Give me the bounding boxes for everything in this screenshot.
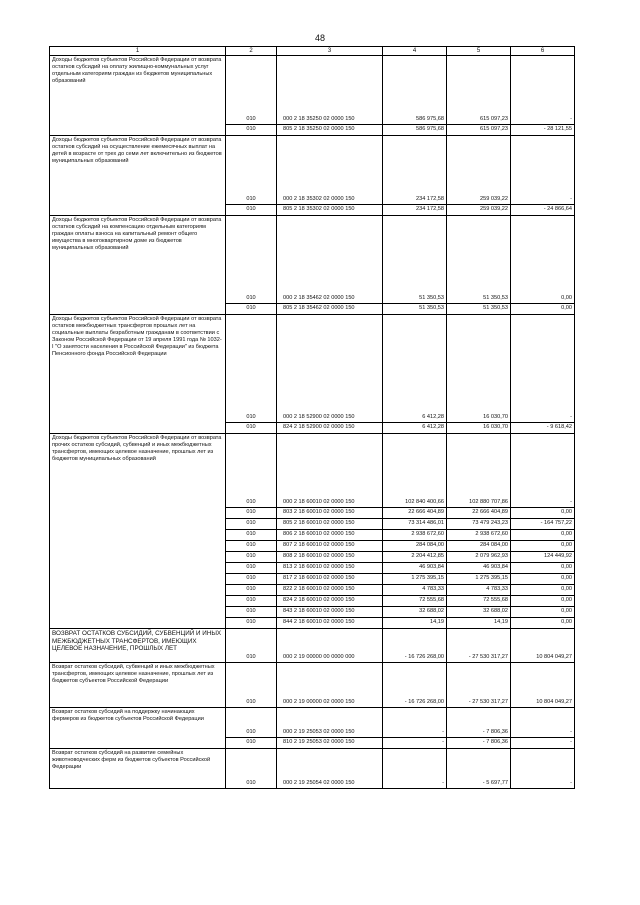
budget-code: 000 2 19 00000 02 0000 150 xyxy=(277,663,383,708)
description-text: Возврат остатков субсидий на развитие семейных животноводческих ферм из бюджетов субъектов Российской Федерации xyxy=(52,750,211,771)
executed-amount: 2 079 962,93 xyxy=(447,552,511,563)
line-code: 010 xyxy=(226,596,277,607)
line-code: 010 xyxy=(226,708,277,738)
approved-amount: 234 172,58 xyxy=(383,136,447,205)
approved-amount: 32 688,02 xyxy=(383,607,447,618)
approved-amount: 2 204 412,85 xyxy=(383,552,447,563)
approved-amount: 51 350,53 xyxy=(383,304,447,315)
description-text: Возврат остатков субсидий, субвенций и иных межбюджетных трансфертов, имеющих целевое назначение, прошлых лет из бюджетов субъектов Российской Федерации xyxy=(52,664,215,685)
column-header: 1 xyxy=(50,47,226,56)
line-code: 010 xyxy=(226,552,277,563)
budget-code: 824 2 18 60010 02 0000 150 xyxy=(277,596,383,607)
approved-amount: - xyxy=(383,749,447,789)
line-code: 010 xyxy=(226,216,277,304)
executed-amount: 51 350,53 xyxy=(447,304,511,315)
approved-amount: 2 938 672,60 xyxy=(383,530,447,541)
deviation-amount: 0,00 xyxy=(511,618,575,629)
table-row xyxy=(50,315,575,423)
column-header: 5 xyxy=(447,47,511,56)
column-header: 3 xyxy=(277,47,383,56)
line-code: 010 xyxy=(226,304,277,315)
budget-code: 000 2 18 60010 02 0000 150 xyxy=(277,434,383,508)
table-row xyxy=(50,749,575,789)
line-code: 010 xyxy=(226,519,277,530)
deviation-amount: - xyxy=(511,136,575,205)
budget-code: 000 2 19 00000 00 0000 000 xyxy=(277,629,383,663)
column-header: 4 xyxy=(383,47,447,56)
row-description xyxy=(50,136,226,216)
approved-amount: 284 084,00 xyxy=(383,541,447,552)
deviation-amount: 0,00 xyxy=(511,541,575,552)
row-description xyxy=(50,749,226,789)
budget-code: 805 2 18 35250 02 0000 150 xyxy=(277,125,383,136)
line-code: 010 xyxy=(226,423,277,434)
line-code: 010 xyxy=(226,125,277,136)
deviation-amount: 0,00 xyxy=(511,563,575,574)
executed-amount: 32 688,02 xyxy=(447,607,511,618)
row-description xyxy=(50,663,226,708)
executed-amount: 102 880 707,86 xyxy=(447,434,511,508)
approved-amount: 51 350,53 xyxy=(383,216,447,304)
approved-amount: 14,19 xyxy=(383,618,447,629)
description-text: Возврат остатков субсидий на поддержку начинающих фермеров из бюджетов субъектов Российской Федерации xyxy=(52,709,204,723)
column-header: 2 xyxy=(226,47,277,56)
description-text: Доходы бюджетов субъектов Российской Федерации от возврата остатков субсидий на оплату жилищно-коммунальных услуг отдельным категориям граждан из бюджетов муниципальных образований xyxy=(52,57,222,85)
description-text: ВОЗВРАТ ОСТАТКОВ СУБСИДИЙ, СУБВЕНЦИЙ И ИНЫХ МЕЖБЮДЖЕТНЫХ ТРАНСФЕРТОВ, ИМЕЮЩИХ ЦЕЛЕВОЕ НАЗНАЧЕНИЕ, ПРОШЛЫХ ЛЕТ xyxy=(52,630,222,652)
deviation-amount: 0,00 xyxy=(511,596,575,607)
approved-amount: 6 412,28 xyxy=(383,315,447,423)
executed-amount: - 5 697,77 xyxy=(447,749,511,789)
budget-table xyxy=(49,46,575,789)
description-text: Доходы бюджетов субъектов Российской Федерации от возврата остатков субсидий на осуществление ежемесячных выплат на детей в возрасте от трех до семи лет включительно из бюджетов муниципальных образований xyxy=(52,137,222,165)
line-code: 010 xyxy=(226,574,277,585)
budget-code: 000 2 19 25053 02 0000 150 xyxy=(277,708,383,738)
deviation-amount: 0,00 xyxy=(511,530,575,541)
budget-code: 843 2 18 60010 02 0000 150 xyxy=(277,607,383,618)
approved-amount: - xyxy=(383,738,447,749)
approved-amount: 72 555,68 xyxy=(383,596,447,607)
row-description xyxy=(50,434,226,629)
approved-amount: 6 412,28 xyxy=(383,423,447,434)
budget-code: 807 2 18 60010 02 0000 150 xyxy=(277,541,383,552)
approved-amount: 73 314 486,01 xyxy=(383,519,447,530)
line-code: 010 xyxy=(226,585,277,596)
deviation-amount: 0,00 xyxy=(511,585,575,596)
budget-code: 808 2 18 60010 02 0000 150 xyxy=(277,552,383,563)
deviation-amount: - xyxy=(511,56,575,125)
approved-amount: 586 975,68 xyxy=(383,125,447,136)
deviation-amount: - xyxy=(511,708,575,738)
line-code: 010 xyxy=(226,563,277,574)
page-number: 48 xyxy=(314,33,325,43)
line-code: 010 xyxy=(226,315,277,423)
line-code: 010 xyxy=(226,541,277,552)
line-code: 010 xyxy=(226,738,277,749)
line-code: 010 xyxy=(226,618,277,629)
row-description xyxy=(50,216,226,315)
row-description xyxy=(50,315,226,434)
line-code: 010 xyxy=(226,205,277,216)
row-description xyxy=(50,708,226,749)
budget-code: 822 2 18 60010 02 0000 150 xyxy=(277,585,383,596)
approved-amount: 4 783,33 xyxy=(383,585,447,596)
budget-code: 000 2 18 35250 02 0000 150 xyxy=(277,56,383,125)
budget-code: 000 2 18 35302 02 0000 150 xyxy=(277,136,383,205)
table-row xyxy=(50,136,575,205)
budget-code: 805 2 18 60010 02 0000 150 xyxy=(277,519,383,530)
budget-code: 805 2 18 35462 02 0000 150 xyxy=(277,304,383,315)
executed-amount: - 7 806,36 xyxy=(447,708,511,738)
row-description xyxy=(50,629,226,663)
approved-amount: - 16 726 268,00 xyxy=(383,629,447,663)
budget-code: 806 2 18 60010 02 0000 150 xyxy=(277,530,383,541)
description-text: Доходы бюджетов субъектов Российской Федерации от возврата прочих остатков субсидий, субвенций и иных межбюджетных трансфертов, имеющих целевое назначение, прошлых лет из бюджетов муниципальных образований xyxy=(52,435,222,463)
budget-code: 000 2 19 25054 02 0000 150 xyxy=(277,749,383,789)
executed-amount: 1 275 395,15 xyxy=(447,574,511,585)
table-row xyxy=(50,56,575,125)
table-row xyxy=(50,434,575,508)
line-code: 010 xyxy=(226,508,277,519)
deviation-amount: - 24 866,64 xyxy=(511,205,575,216)
approved-amount: 1 275 395,15 xyxy=(383,574,447,585)
budget-code: 805 2 18 35302 02 0000 150 xyxy=(277,205,383,216)
deviation-amount: 0,00 xyxy=(511,607,575,618)
budget-code: 813 2 18 60010 02 0000 150 xyxy=(277,563,383,574)
executed-amount: 51 350,53 xyxy=(447,216,511,304)
executed-amount: 259 039,22 xyxy=(447,136,511,205)
line-code: 010 xyxy=(226,136,277,205)
table-row xyxy=(50,663,575,708)
executed-amount: 72 555,68 xyxy=(447,596,511,607)
deviation-amount: 10 804 049,27 xyxy=(511,629,575,663)
executed-amount: 259 039,22 xyxy=(447,205,511,216)
budget-code: 824 2 18 52900 02 0000 150 xyxy=(277,423,383,434)
deviation-amount: - 9 618,42 xyxy=(511,423,575,434)
executed-amount: 2 938 672,60 xyxy=(447,530,511,541)
deviation-amount: - 164 757,22 xyxy=(511,519,575,530)
deviation-amount: - xyxy=(511,749,575,789)
approved-amount: 586 975,68 xyxy=(383,56,447,125)
deviation-amount: 0,00 xyxy=(511,574,575,585)
approved-amount: 22 666 404,89 xyxy=(383,508,447,519)
line-code: 010 xyxy=(226,749,277,789)
deviation-amount: 0,00 xyxy=(511,216,575,304)
executed-amount: - 27 530 317,27 xyxy=(447,629,511,663)
budget-code: 817 2 18 60010 02 0000 150 xyxy=(277,574,383,585)
table-row xyxy=(50,629,575,663)
executed-amount: 16 030,70 xyxy=(447,315,511,423)
line-code: 010 xyxy=(226,434,277,508)
table-row xyxy=(50,708,575,738)
approved-amount: 46 903,84 xyxy=(383,563,447,574)
line-code: 010 xyxy=(226,629,277,663)
line-code: 010 xyxy=(226,663,277,708)
table-header-row xyxy=(50,47,575,56)
approved-amount: - 16 726 268,00 xyxy=(383,663,447,708)
executed-amount: 615 097,23 xyxy=(447,56,511,125)
executed-amount: 14,19 xyxy=(447,618,511,629)
deviation-amount: 124 449,92 xyxy=(511,552,575,563)
executed-amount: 46 903,84 xyxy=(447,563,511,574)
deviation-amount: 0,00 xyxy=(511,508,575,519)
executed-amount: 4 783,33 xyxy=(447,585,511,596)
budget-code: 803 2 18 60010 02 0000 150 xyxy=(277,508,383,519)
line-code: 010 xyxy=(226,56,277,125)
executed-amount: 16 030,70 xyxy=(447,423,511,434)
deviation-amount: - xyxy=(511,434,575,508)
executed-amount: 615 097,23 xyxy=(447,125,511,136)
table-row xyxy=(50,216,575,304)
deviation-amount: - xyxy=(511,738,575,749)
executed-amount: - 7 806,36 xyxy=(447,738,511,749)
budget-code: 000 2 18 35462 02 0000 150 xyxy=(277,216,383,304)
executed-amount: - 27 530 317,27 xyxy=(447,663,511,708)
description-text: Доходы бюджетов субъектов Российской Федерации от возврата остатков межбюджетных трансфертов прошлых лет на социальные выплаты безработным гражданам в соответствии с Законом Российской Федерации от 19 апреля 1991 года № 1032-I "О занятости населения в Российской Федерации" из бюджета Пенсионного фонда Российской Федерации xyxy=(52,316,222,358)
line-code: 010 xyxy=(226,607,277,618)
executed-amount: 22 666 404,89 xyxy=(447,508,511,519)
executed-amount: 73 479 243,23 xyxy=(447,519,511,530)
deviation-amount: - xyxy=(511,315,575,423)
line-code: 010 xyxy=(226,530,277,541)
approved-amount: 234 172,58 xyxy=(383,205,447,216)
budget-code: 000 2 18 52900 02 0000 150 xyxy=(277,315,383,423)
approved-amount: 102 840 400,66 xyxy=(383,434,447,508)
deviation-amount: 0,00 xyxy=(511,304,575,315)
column-header: 6 xyxy=(511,47,575,56)
budget-code: 810 2 19 25053 02 0000 150 xyxy=(277,738,383,749)
budget-code: 844 2 18 60010 02 0000 150 xyxy=(277,618,383,629)
executed-amount: 284 084,00 xyxy=(447,541,511,552)
approved-amount: - xyxy=(383,708,447,738)
description-text: Доходы бюджетов субъектов Российской Федерации от возврата остатков субсидий на компенсацию отдельным категориям граждан оплаты взноса на капитальный ремонт общего имущества в многоквартирном доме из бюджетов муниципальных образований xyxy=(52,217,222,252)
row-description xyxy=(50,56,226,136)
deviation-amount: - 28 121,55 xyxy=(511,125,575,136)
deviation-amount: 10 804 049,27 xyxy=(511,663,575,708)
